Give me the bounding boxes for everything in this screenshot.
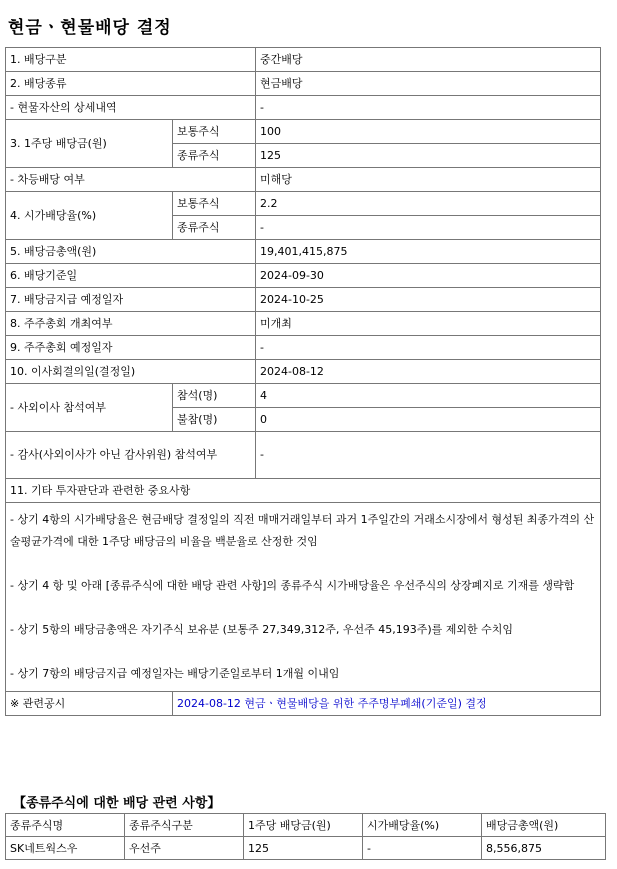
preferred-stock-table: [5, 813, 606, 860]
board-date-value: 2024-08-12: [256, 360, 601, 384]
table-row: [6, 384, 601, 408]
dps-pref-label: 종류주식: [173, 144, 256, 168]
table-row: [6, 120, 601, 144]
table-header-row: [6, 814, 606, 837]
agm-held-value: 미개최: [256, 312, 601, 336]
table-cell: 8,556,875: [482, 837, 606, 860]
outside-absent-label: 불참(명): [173, 408, 256, 432]
yield-common-value: 2.2: [256, 192, 601, 216]
dps-common-value: 100: [256, 120, 601, 144]
table-cell: 우선주: [125, 837, 244, 860]
column-header: 종류주식구분: [125, 814, 244, 837]
table-row: [6, 479, 601, 503]
table-row: [6, 240, 601, 264]
dps-pref-value: 125: [256, 144, 601, 168]
yield-pref-value: -: [256, 216, 601, 240]
differential-dividend-value: 미해당: [256, 168, 601, 192]
table-row: [6, 192, 601, 216]
table-row: [6, 48, 601, 72]
auditor-attendance-label: - 감사(사외이사가 아닌 감사위원) 참석여부: [6, 432, 256, 479]
outside-present-value: 4: [256, 384, 601, 408]
table-row: [6, 336, 601, 360]
table-row: [6, 168, 601, 192]
note-item: - 상기 5항의 배당금총액은 자기주식 보유분 (보통주 27,349,312주, 우선주 45,193주)를 제외한 수치임: [10, 623, 514, 636]
note-item: - 상기 4항의 시가배당율은 현금배당 결정일의 직전 매매거래일부터 과거 1주일간의 거래소시장에서 형성된 최종가격의 산술평균가격에 대한 1주당 배당금의 비율을 백분율로 산정한 것임: [10, 513, 595, 548]
auditor-attendance-value: -: [256, 432, 601, 479]
payment-date-value: 2024-10-25: [256, 288, 601, 312]
page-title: 현금ㆍ현물배당 결정: [8, 18, 172, 38]
dividend-decision-table: [5, 47, 601, 716]
table-row: [6, 264, 601, 288]
table-row: [6, 312, 601, 336]
dividend-kind-value: 현금배당: [256, 72, 601, 96]
dividend-type-label: 1. 배당구분: [6, 48, 256, 72]
table-row: [6, 288, 601, 312]
outside-present-label: 참석(명): [173, 384, 256, 408]
related-disclosure-link[interactable]: 2024-08-12 현금ㆍ현물배당을 위한 주주명부폐쇄(기준일) 결정: [173, 692, 601, 716]
agm-date-value: -: [256, 336, 601, 360]
dividend-kind-label: 2. 배당종류: [6, 72, 256, 96]
outside-director-label: - 사외이사 참석여부: [6, 384, 173, 432]
table-cell: SK네트웍스우: [6, 837, 125, 860]
column-header: 시가배당율(%): [363, 814, 482, 837]
agm-held-label: 8. 주주총회 개최여부: [6, 312, 256, 336]
total-dividend-label: 5. 배당금총액(원): [6, 240, 256, 264]
outside-absent-value: 0: [256, 408, 601, 432]
payment-date-label: 7. 배당금지급 예정일자: [6, 288, 256, 312]
record-date-value: 2024-09-30: [256, 264, 601, 288]
dps-label: 3. 1주당 배당금(원): [6, 120, 173, 168]
table-row: [6, 837, 606, 860]
table-cell: 125: [244, 837, 363, 860]
table-row: [6, 692, 601, 716]
note-item: - 상기 7항의 배당금지급 예정일자는 배당기준일로부터 1개월 이내임: [10, 667, 340, 680]
table-row: [6, 360, 601, 384]
column-header: 배당금총액(원): [482, 814, 606, 837]
table-row: [6, 96, 601, 120]
column-header: 1주당 배당금(원): [244, 814, 363, 837]
table-cell: -: [363, 837, 482, 860]
dps-common-label: 보통주식: [173, 120, 256, 144]
yield-pref-label: 종류주식: [173, 216, 256, 240]
table-row: [6, 503, 601, 692]
board-date-label: 10. 이사회결의일(결정일): [6, 360, 256, 384]
dividend-type-value: 중간배당: [256, 48, 601, 72]
table-row: [6, 432, 601, 479]
differential-dividend-label: - 차등배당 여부: [6, 168, 256, 192]
yield-common-label: 보통주식: [173, 192, 256, 216]
table-row: [6, 72, 601, 96]
yield-label: 4. 시가배당율(%): [6, 192, 173, 240]
inkind-asset-value: -: [256, 96, 601, 120]
total-dividend-value: 19,401,415,875: [256, 240, 601, 264]
other-matters-label: 11. 기타 투자판단과 관련한 중요사항: [6, 479, 601, 503]
column-header: 종류주식명: [6, 814, 125, 837]
note-item: - 상기 4 항 및 아래 [종류주식에 대한 배당 관련 사항]의 종류주식 시가배당율은 우선주식의 상장폐지로 기재를 생략함: [10, 579, 575, 592]
other-matters-notes: [6, 503, 601, 692]
related-disclosure-label: ※ 관련공시: [6, 692, 173, 716]
record-date-label: 6. 배당기준일: [6, 264, 256, 288]
preferred-stock-section-title: 【종류주식에 대한 배당 관련 사항】: [13, 796, 221, 811]
inkind-asset-label: - 현물자산의 상세내역: [6, 96, 256, 120]
agm-date-label: 9. 주주총회 예정일자: [6, 336, 256, 360]
